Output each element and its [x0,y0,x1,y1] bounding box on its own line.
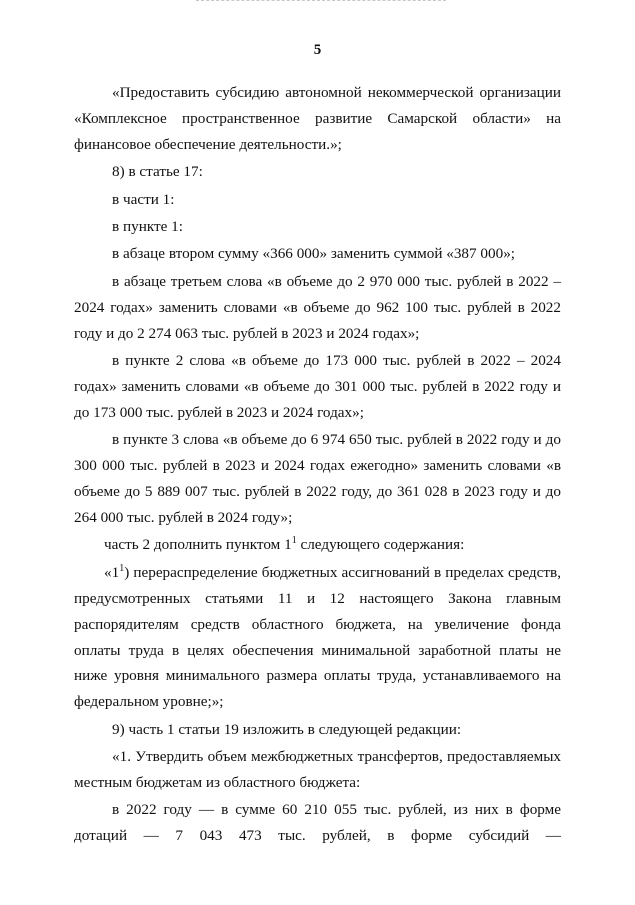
page-number: 5 [313,42,322,58]
paragraph: в пункте 3 слова «в объеме до 6 974 650 тыс. рублей в 2022 году и до 300 000 тыс. рублей в 2023 и 2024 годах ежегодно» заменить словами «в объеме до 5 889 007 тыс. рублей в 2022 году, до 361 028 в 2023 году и до 264 000 тыс. рублей в 2024 году»; [74,431,561,526]
paragraph: в 2022 году — в сумме 60 210 055 тыс. рублей, из них в форме дотаций — 7 043 473 тыс. рублей, в форме субсидий — [74,801,561,845]
paragraph: в абзаце втором сумму «366 000» заменить суммой «387 000»; [112,245,516,263]
paragraph: в части 1: [112,190,175,208]
superscript: 1 [119,562,125,574]
paragraph-text: «1 [104,563,120,581]
paragraph: «1. Утвердить объем межбюджетных трансфертов, предоставляемых местным бюджетам из областного бюджета: [74,748,561,792]
paragraph: «Предоставить субсидию автономной некоммерческой организации «Комплексное пространственное развитие Самарской области» на финансовое обеспечение деятельности.»; [74,84,561,153]
paragraph: в пункте 2 слова «в объеме до 173 000 тыс. рублей в 2022 – 2024 годах» заменить словами «в объеме до 301 000 тыс. рублей в 2022 году и до 173 000 тыс. рублей в 2023 и 2024 годах»; [74,352,561,421]
paragraph-text: ) перераспределение бюджетных ассигнований в пределах средств, предусмотренных статьями 11 и 12 настоящего Закона главным распорядителям средств областного бюджета, на увеличение фонда оплаты труда в целях обеспечения минимальной заработной платы не ниже уровня минимального размера оплаты труда, устанавливаемого на федеральном уровне;»; [74,563,561,711]
paragraph-text: следующего содержания: [296,536,465,554]
paragraph: 8) в статье 17: [112,163,203,181]
document-body [74,80,561,851]
paragraph: в пункте 1: [112,218,183,236]
scan-edge-mark [196,0,446,4]
paragraph-text: часть 2 дополнить пунктом 1 [104,536,292,554]
paragraph-with-superscript [74,560,561,715]
superscript: 1 [291,535,297,547]
paragraph: в абзаце третьем слова «в объеме до 2 970 000 тыс. рублей в 2022 – 2024 годах» заменить словами «в объеме до 962 100 тыс. рублей в 2022 году и до 2 274 063 тыс. рублей в 2023 и 2024 годах»; [74,272,561,342]
paragraph-with-superscript [74,532,561,558]
paragraph: 9) часть 1 статьи 19 изложить в следующей редакции: [112,720,462,738]
